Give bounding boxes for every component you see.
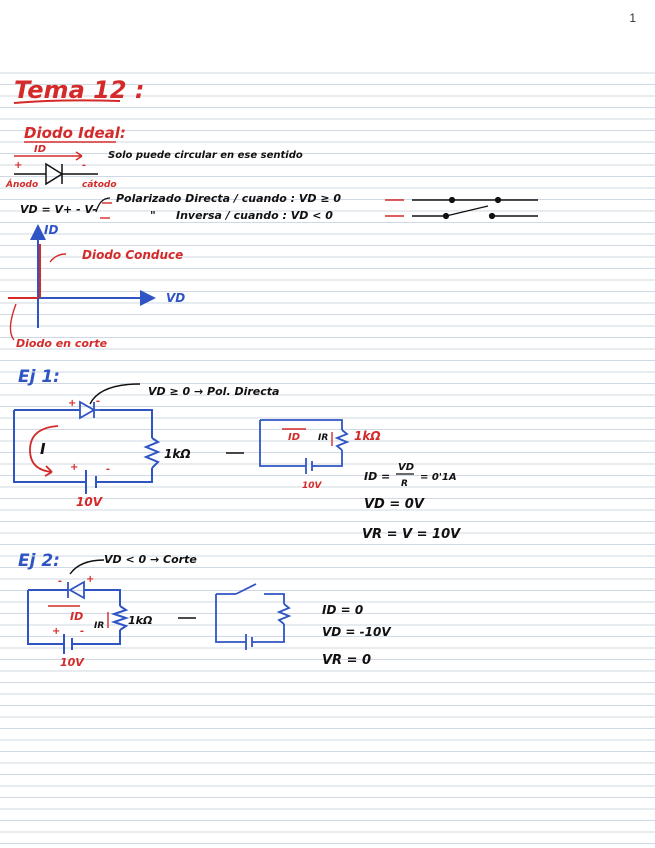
diode-minus-sign: - [82,160,87,171]
ej1-current-label: I [40,440,46,458]
graph-x-label: VD [166,291,186,305]
ej2-resistor [114,606,126,630]
ej2-ir-label: IR [94,621,105,631]
ej2-label: Ej 2: [18,551,60,571]
cathode-label: cátodo [82,180,117,190]
open-switch [412,206,538,218]
ej1-eq-source-label: 10V [302,481,322,491]
page-title: Tema 12 : [14,76,145,104]
polarization-inverse: Inversa / cuando : VD < 0 [176,209,333,222]
polarization-direct: Polarizado Directa / cuando : VD ≥ 0 [116,192,342,205]
ej2-diode-plus: + [86,574,95,585]
ej1-eq-resistor [337,430,347,450]
ej2-diode-minus: - [58,576,63,587]
ej1-equivalent-circuit [260,420,347,474]
ej2-diode [68,582,84,598]
anode-label: Ánodo [6,180,39,190]
section-heading: Diodo Ideal: [24,124,126,142]
diode-sentence: Solo puede circular en ese sentido [108,150,303,161]
diode-plus-sign: + [14,160,23,171]
ej1-label: Ej 1: [18,367,60,387]
ej1-eq-resistor-label: 1kΩ [354,429,381,443]
diode-current-label: ID [34,144,47,155]
ej1-eq1-lhs: ID = [364,470,391,483]
ej1-eq-ir-label: IR [318,433,329,443]
graph-y-label: ID [44,223,59,237]
graph-cut-note: Diodo en corte [16,337,108,350]
ej1-diode-minus: - [96,396,101,407]
ej1-eq2: VD = 0V [364,497,424,512]
ej1-eq-current-label: ID [288,432,301,443]
ej1-eq1-denominator: R [401,479,408,489]
ej2-source-plus: + [52,626,61,637]
page-number: 1 [629,11,636,25]
closed-switch [412,198,538,203]
ej2-eq3: VR = 0 [322,653,372,668]
ej1-eq1-rhs: = 0'1A [420,472,457,483]
ej1-diode-plus: + [68,398,77,409]
ej2-eq2: VD = -10V [322,625,391,639]
ej2-source-minus: - [80,626,85,637]
ej1-source-minus: - [106,464,111,475]
ej1-resistor [146,438,158,468]
ej2-current-label: ID [70,610,84,623]
graph-cut-pointer [10,304,16,340]
ej1-resistor-label: 1kΩ [164,447,191,461]
ej2-equivalent-circuit [216,584,289,650]
ej1-eq1-numerator: VD [398,462,415,473]
ej1-eq3: VR = V = 10V [362,527,461,542]
ej1-note: VD ≥ 0 → Pol. Directa [148,385,280,398]
graph-conduct-pointer [50,254,66,262]
vd-formula: VD = V+ - V- [20,203,97,216]
ej1-circuit [14,410,158,494]
ej1-source-plus: + [70,462,79,473]
ej2-source-label: 10V [60,656,84,669]
ej1-source-label: 10V [76,495,102,509]
polarization-inverse-ditto: " [150,209,156,222]
ej2-pointer [70,560,104,574]
ej2-eq-resistor [279,604,289,624]
graph-conduct-note: Diodo Conduce [82,248,184,262]
ej2-note: VD < 0 → Corte [104,553,197,566]
polarization-brace-line [96,198,110,212]
ej2-eq1: ID = 0 [322,603,364,617]
ej2-resistor-label: 1kΩ [128,614,153,627]
